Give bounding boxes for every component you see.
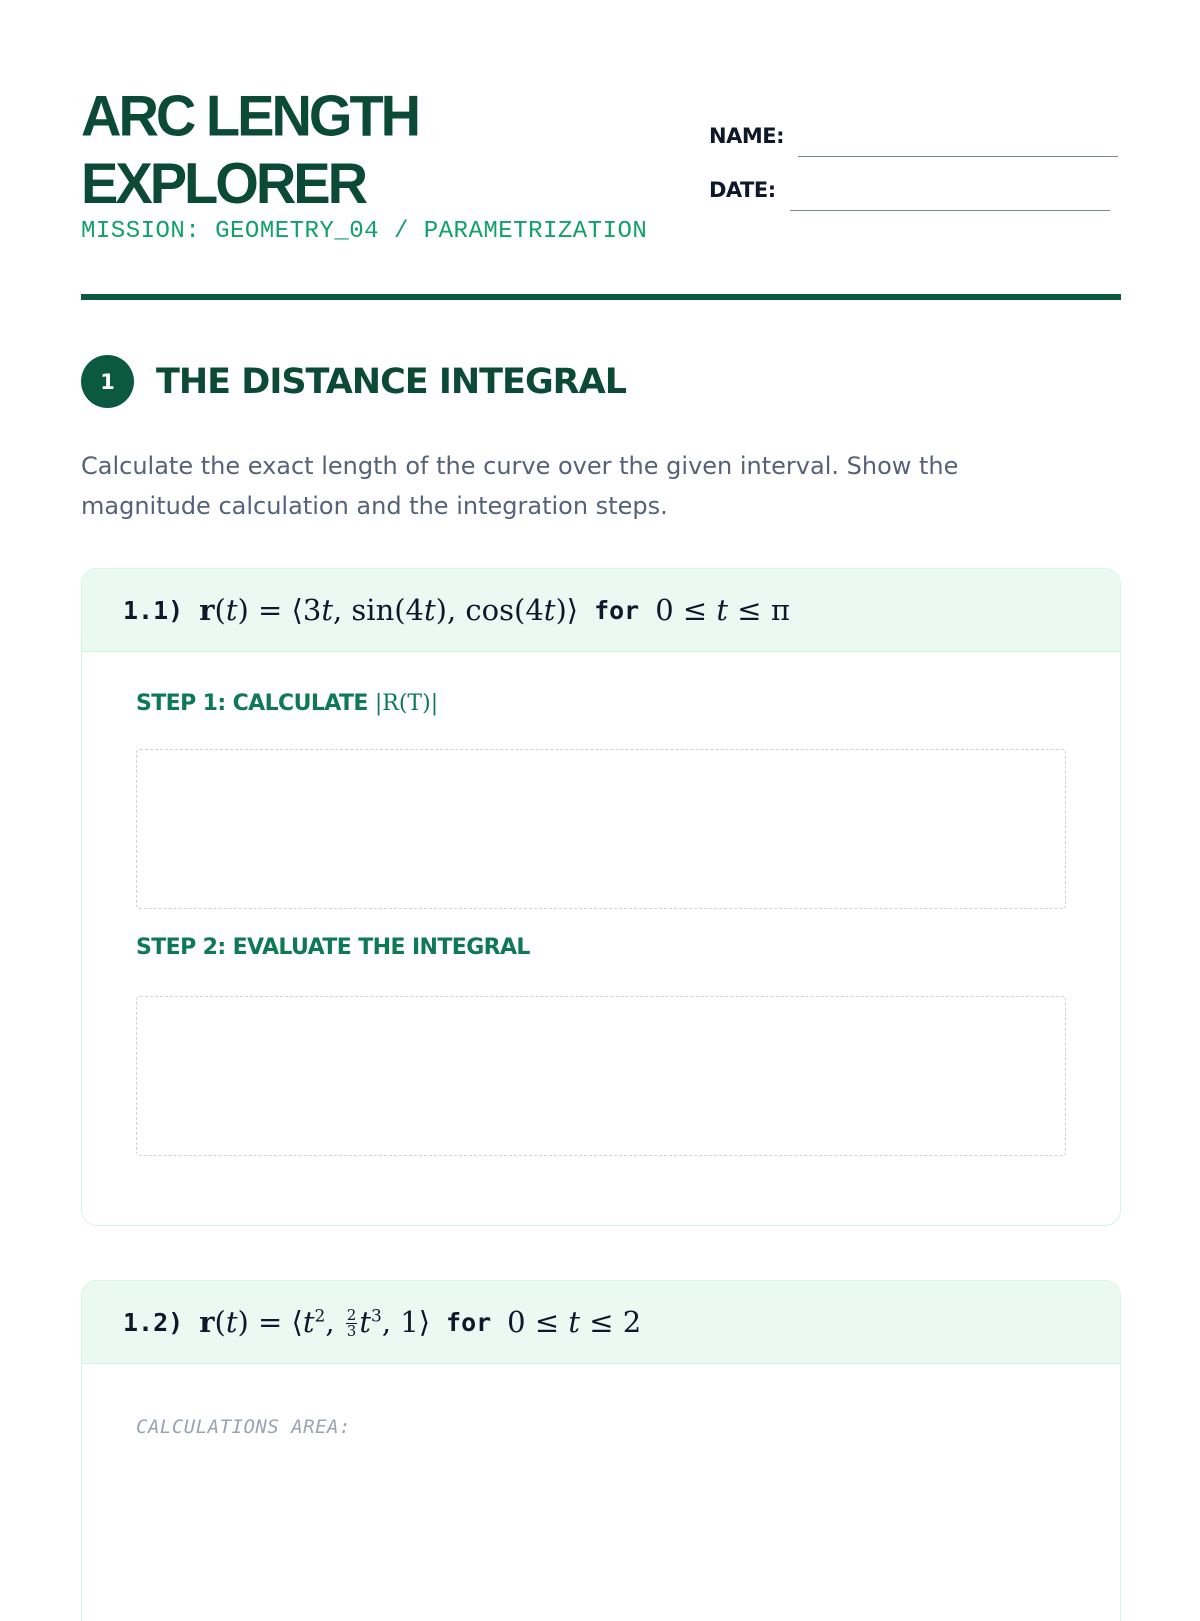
step-2-answer-box[interactable] [136,996,1066,1156]
problem-number: 1.1) [123,595,184,625]
name-input-line[interactable] [798,155,1118,157]
mission-subtitle: MISSION: GEOMETRY_04 / PARAMETRIZATION [81,218,648,245]
step-1-math: |R(T)| [374,691,439,716]
worksheet-header [81,0,1121,300]
date-field [709,178,1110,202]
problem-keyword: for [594,595,640,625]
step-1-label [136,691,438,716]
problem-statement [82,1281,1120,1364]
name-label: NAME: [709,124,784,148]
page-title [81,83,418,218]
date-input-line[interactable] [790,209,1110,211]
worksheet-page [81,0,1121,1438]
step-1-text: STEP 1: CALCULATE [136,691,368,716]
section-instructions: Calculate the exact length of the curve over the given interval. Show the magnitude calculation and the integration steps. [81,452,959,520]
problem-interval: 0 ≤ t ≤ π [655,593,790,627]
calculations-area-label: CALCULATIONS AREA: [136,1416,351,1438]
problem-interval: 0 ≤ t ≤ 2 [507,1305,642,1339]
problem-card-1-1 [81,568,1121,1226]
section-number-badge: 1 [81,355,134,408]
problem-equation: r(t) = ⟨3t, sin(4t), cos(4t)⟩ [199,593,579,627]
header-divider [81,294,1121,300]
title-line-1: ARC LENGTH [81,83,419,148]
step-2-label: STEP 2: EVALUATE THE INTEGRAL [136,935,530,960]
problem-number: 1.2) [123,1307,184,1337]
section-heading [81,355,626,408]
name-field [709,124,1118,148]
problem-statement [82,569,1120,652]
problem-keyword: for [446,1307,492,1337]
problem-equation: $r(t) = ⟨t^2$, $\frac{2}{3}$ $t^3$, 1⟩ [199,1304,431,1341]
problem-card-1-2 [81,1280,1121,1621]
step-1-answer-box[interactable] [136,749,1066,909]
title-line-2: EXPLORER [81,151,366,216]
date-label: DATE: [709,178,776,202]
section-title: THE DISTANCE INTEGRAL [156,361,627,402]
